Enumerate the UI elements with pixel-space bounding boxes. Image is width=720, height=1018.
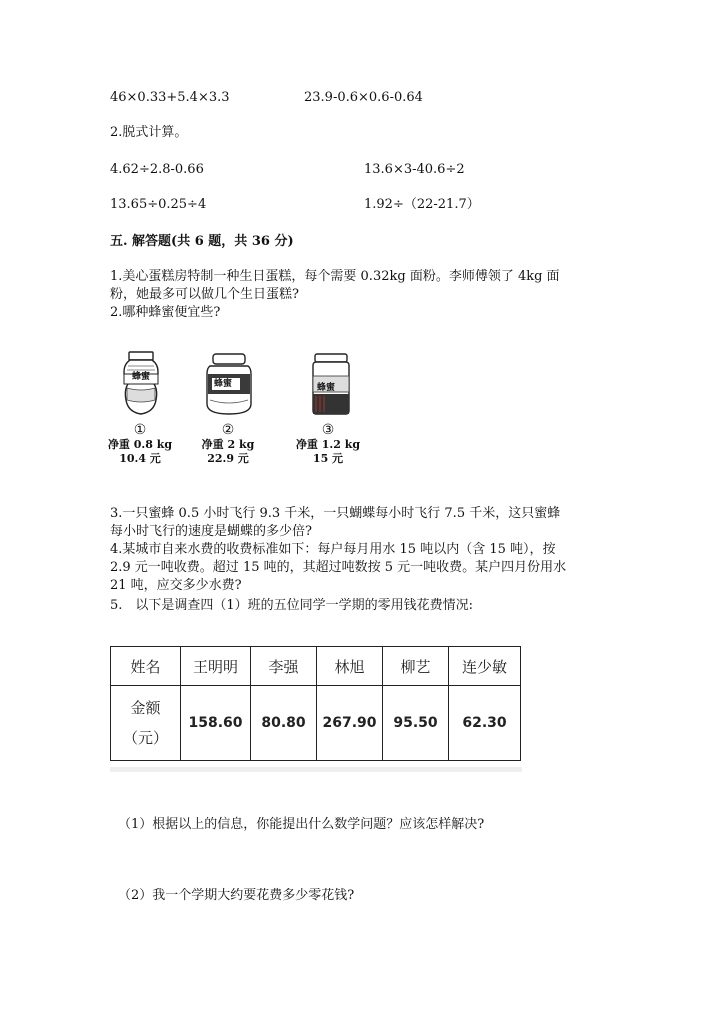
honey-jar-1-weight: 净重 0.8 kg <box>107 438 173 451</box>
header-cell-lin: 林旭 <box>317 647 383 686</box>
calc-row-2-right: 1.92÷（22-21.7） <box>364 197 480 212</box>
problem-4-line-2: 2.9 元一吨收费。超过 15 吨的，其超过吨数按 5 元一吨收费。某户四月份用水 <box>110 560 567 575</box>
calc-row-2-left: 13.65÷0.25÷4 <box>110 197 207 212</box>
section-title: 五. 解答题(共 6 题，共 36 分) <box>110 234 294 249</box>
question-2-title: 2.脱式计算。 <box>110 125 188 140</box>
problem-3-line-2: 每小时飞行的速度是蝴蝶的多少倍? <box>110 524 312 539</box>
honey-jar-3-price: 15 元 <box>312 452 344 465</box>
header-cell-li: 李强 <box>251 647 317 686</box>
honey-jar-2-price: 22.9 元 <box>207 452 249 465</box>
honey-jar-1-price: 10.4 元 <box>119 452 161 465</box>
pocket-money-table <box>110 646 521 761</box>
problem-3-line-1: 3.一只蜜蜂 0.5 小时飞行 9.3 千米，一只蝴蝶每小时飞行 7.5 千米，这只蜜蜂 <box>110 506 561 521</box>
amount-cell-liu: 95.50 <box>383 686 449 761</box>
problem-2: 2.哪种蜂蜜便宜些? <box>110 305 221 320</box>
row-label-unit: （元） <box>122 729 168 747</box>
honey-jar-3-info <box>286 422 370 466</box>
honey-jar-1-info <box>98 422 182 466</box>
amount-cell-wang: 158.60 <box>181 686 251 761</box>
honey-jar-3-label: 蜂蜜 <box>316 383 335 393</box>
row-label-amount: 金额 <box>130 699 161 717</box>
problem-1-line-2: 粉，她最多可以做几个生日蛋糕? <box>110 287 299 302</box>
problem-1-line-1: 1.美心蛋糕房特制一种生日蛋糕，每个需要 0.32kg 面粉。李师傅领了 4kg 面 <box>110 269 560 284</box>
amount-cell-lian: 62.30 <box>449 686 521 761</box>
honey-jar-2-number: ② <box>221 422 235 438</box>
row-label-cell <box>111 686 181 761</box>
honey-jar-2-label: 蜂蜜 <box>213 379 232 389</box>
amount-cell-lin: 267.90 <box>317 686 383 761</box>
honey-jar-3-number: ③ <box>321 422 335 438</box>
honey-jar-1-number: ① <box>133 422 147 438</box>
table-shadow-divider <box>110 767 522 772</box>
honey-jar-2-weight: 净重 2 kg <box>201 438 255 451</box>
table-header-row <box>111 647 521 686</box>
header-cell-liu: 柳艺 <box>383 647 449 686</box>
honey-jar-2-info <box>186 422 270 466</box>
problem-5: 5. 以下是调查四（1）班的五位同学一学期的零用钱花费情况: <box>110 598 474 613</box>
header-cell-wang: 王明明 <box>181 647 251 686</box>
table-row <box>111 686 521 761</box>
honey-jar-1-label: 蜂蜜 <box>131 372 150 382</box>
problem-4-line-3: 21 吨，应交多少水费? <box>110 578 242 593</box>
header-cell-name: 姓名 <box>111 647 181 686</box>
amount-cell-li: 80.80 <box>251 686 317 761</box>
calc-row-1-right: 13.6×3-40.6÷2 <box>364 162 465 177</box>
calc-top-left: 46×0.33+5.4×3.3 <box>110 90 230 105</box>
honey-jar-3-weight: 净重 1.2 kg <box>295 438 361 451</box>
problem-4-line-1: 4.某城市自来水费的收费标准如下：每户每月用水 15 吨以内（含 15 吨），按 <box>110 542 556 557</box>
sub-question-1: （1）根据以上的信息，你能提出什么数学问题？应该怎样解决? <box>118 817 485 832</box>
calc-row-1-left: 4.62÷2.8-0.66 <box>110 162 204 177</box>
header-cell-lian: 连少敏 <box>449 647 521 686</box>
honey-jar-1-icon <box>118 350 164 418</box>
sub-question-2: （2）我一个学期大约要花费多少零花钱? <box>118 888 355 903</box>
calc-top-right: 23.9-0.6×0.6-0.64 <box>304 90 423 105</box>
